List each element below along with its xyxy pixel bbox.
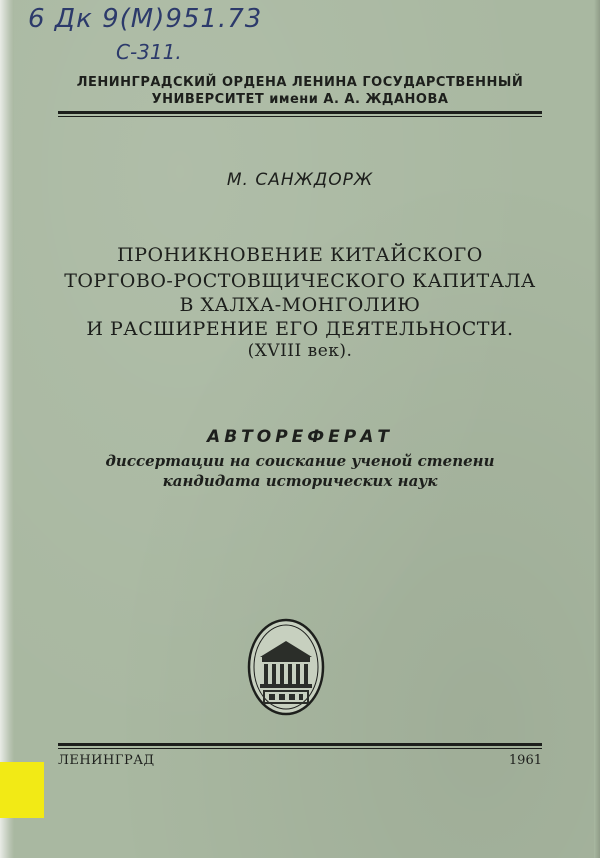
header-rule-thin (58, 116, 542, 117)
footer-rule-thick (58, 743, 542, 746)
university-building-emblem-icon (246, 617, 326, 717)
page-edge-left (0, 0, 14, 858)
footer-rule-thin (58, 748, 542, 749)
abstract-subtitle-line-1: диссертации на соискание ученой степени (105, 452, 495, 470)
title-line-1: ПРОНИКНОВЕНИЕ КИТАЙСКОГО (117, 244, 483, 266)
abstract-subtitle-line-2: кандидата исторических наук (162, 472, 438, 490)
university-name-line-2: УНИВЕРСИТЕТ имени А. А. ЖДАНОВА (151, 92, 449, 107)
page-edge-right (594, 0, 600, 858)
publication-year: 1961 (508, 753, 542, 768)
title-line-3: В ХАЛХА-МОНГОЛИЮ (179, 294, 421, 316)
title-line-2: ТОРГОВО-РОСТОВЩИЧЕСКОГО КАПИТАЛА (64, 270, 536, 292)
publication-city: ЛЕНИНГРАД (58, 753, 155, 768)
handwritten-call-number: С-311. (116, 40, 182, 64)
yellow-sticker (0, 762, 44, 818)
author-name: М. САНЖДОРЖ (226, 170, 374, 190)
handwritten-shelfmark: 6 Дк 9(М)951.73 (28, 4, 263, 34)
title-period: (XVIII век). (247, 341, 353, 361)
title-line-4: И РАСШИРЕНИЕ ЕГО ДЕЯТЕЛЬНОСТИ. (86, 318, 514, 340)
abstract-heading: АВТОРЕФЕРАТ (207, 427, 393, 447)
university-name-line-1: ЛЕНИНГРАДСКИЙ ОРДЕНА ЛЕНИНА ГОСУДАРСТВЕННЫЙ (76, 75, 524, 90)
header-rule-thick (58, 111, 542, 114)
